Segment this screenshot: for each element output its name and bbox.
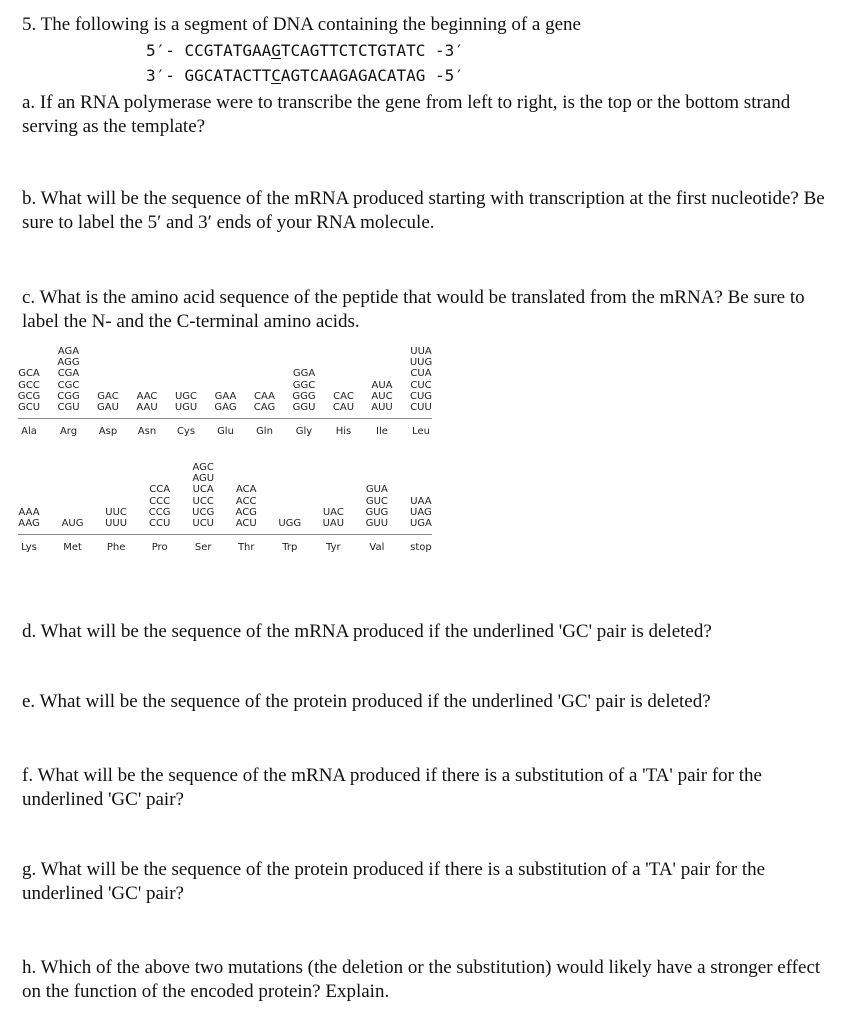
amino-acid-label: Ile	[376, 426, 388, 438]
codon: AGU	[192, 473, 215, 485]
codon-column-val	[365, 484, 388, 529]
codon: UAC	[322, 506, 344, 518]
codon: ACU	[235, 518, 257, 530]
codon-column-met	[62, 518, 84, 529]
codon-column-gln	[254, 391, 275, 413]
amino-acid-label: Gly	[295, 426, 313, 438]
codon-column-asn	[137, 391, 158, 413]
codon: GUA	[365, 484, 388, 496]
codon: GAU	[97, 402, 119, 414]
amino-acid-label: Met	[63, 542, 82, 554]
codon-table-2-rule	[18, 534, 432, 535]
amino-acid-label: Leu	[412, 426, 430, 438]
bottom-strand-suffix: AGTCAAGAGACATAG -5′	[280, 66, 464, 85]
amino-acid-label: Ala	[21, 426, 37, 438]
codon: CCU	[148, 518, 171, 530]
codon: GGG	[292, 390, 316, 402]
codon-column-thr	[236, 484, 257, 529]
codon: AGC	[192, 462, 214, 473]
codon: GUG	[365, 506, 389, 518]
codon-column-phe	[105, 507, 127, 529]
codon: CAG	[253, 402, 276, 414]
codon: CGU	[57, 402, 80, 414]
codon: GCU	[17, 402, 41, 414]
codon: CAU	[332, 402, 355, 414]
codon: GAG	[214, 402, 237, 414]
codon-column-ala	[18, 368, 40, 413]
codon: GUC	[365, 495, 388, 507]
codon: AUG	[61, 518, 84, 530]
dna-top-strand	[146, 41, 464, 61]
codon-column-tyr	[323, 507, 344, 529]
codon: CUG	[409, 390, 433, 402]
codon-table-1-amino-acids	[18, 426, 432, 438]
codon-column-pro	[149, 484, 171, 529]
codon: UUG	[409, 357, 433, 369]
top-strand-underlined-base: G	[271, 41, 281, 60]
amino-acid-label: Glu	[217, 426, 234, 438]
codon: UAA	[410, 495, 432, 507]
codon: CGA	[57, 368, 80, 380]
amino-acid-label: Asn	[137, 426, 157, 438]
question-f: f. What will be the sequence of the mRNA produced if there is a substitution of a 'TA' pair for the underlined 'GC' pair?	[22, 765, 762, 810]
codon-column-ser	[192, 462, 214, 529]
codon-column-asp	[97, 391, 119, 413]
codon: AUC	[371, 390, 393, 402]
codon-column-arg	[58, 346, 80, 413]
bottom-strand-underlined-base: C	[271, 66, 281, 85]
codon: CCG	[148, 506, 171, 518]
codon: AUU	[371, 402, 393, 414]
codon: CUC	[410, 379, 432, 391]
codon: CAC	[333, 390, 354, 402]
codon: CCC	[149, 495, 171, 507]
codon: AAU	[136, 402, 158, 414]
question-d: d. What will be the sequence of the mRNA produced if the underlined 'GC' pair is deleted?	[22, 621, 712, 642]
top-strand-suffix: TCAGTTCTCTGTATC -3′	[280, 41, 464, 60]
codon-column-cys	[175, 391, 197, 413]
codon-column-lys	[18, 507, 40, 529]
codon: AGG	[57, 357, 80, 369]
top-strand-prefix: 5′- CCGTATGAA	[146, 41, 272, 60]
codon: CUU	[410, 402, 432, 414]
codon: CGC	[57, 379, 80, 391]
codon: GAA	[214, 390, 237, 402]
codon-table-2	[18, 462, 432, 554]
codon: AAA	[18, 506, 40, 518]
codon-column-his	[333, 391, 354, 413]
amino-acid-label: His	[335, 426, 352, 438]
codon: CGG	[57, 390, 80, 402]
question-h: h. Which of the above two mutations (the deletion or the substitution) would likely have a stronger effect on the function of the encoded protein? Explain.	[22, 957, 821, 1002]
codon: UCU	[192, 518, 214, 530]
codon-table-2-codons	[18, 462, 432, 529]
codon-table-1-rule	[18, 418, 432, 419]
codon: GCC	[18, 379, 40, 391]
codon-table-2-amino-acids	[18, 542, 432, 554]
dna-bottom-strand	[146, 66, 464, 86]
amino-acid-label: Asp	[98, 426, 118, 438]
codon: AAG	[18, 518, 40, 530]
question-g: g. What will be the sequence of the protein produced if there is a substitution of a 'TA' pair for the underlined 'GC' pair?	[22, 859, 766, 904]
codon: UGC	[174, 390, 198, 402]
codon-column-glu	[215, 391, 237, 413]
bottom-strand-prefix: 3′- GGCATACTT	[146, 66, 272, 85]
amino-acid-label: Trp	[282, 542, 298, 554]
codon-table-1	[18, 346, 432, 438]
codon-column-gly	[293, 368, 316, 413]
codon: UAU	[322, 518, 345, 530]
amino-acid-label: stop	[410, 542, 432, 554]
codon: UCG	[192, 506, 215, 518]
question-b: b. What will be the sequence of the mRNA produced starting with transcription at the first nucleotide? Be sure to label the 5′ and 3′ ends of your RNA molecule.	[22, 188, 825, 233]
amino-acid-label: Phe	[106, 542, 126, 554]
question-a: a. If an RNA polymerase were to transcribe the gene from left to right, is the top or the bottom strand serving as the template?	[22, 92, 791, 137]
codon: GAC	[97, 390, 119, 402]
codon: CUA	[410, 368, 432, 380]
codon-column-stop	[410, 496, 432, 530]
codon: UUU	[105, 518, 128, 530]
codon: AUA	[371, 379, 393, 391]
question-c: c. What is the amino acid sequence of the peptide that would be translated from the mRNA? Be sure to label the N- and the C-terminal amino acids.	[22, 287, 805, 332]
codon: UAG	[410, 506, 432, 518]
codon: UUC	[105, 506, 127, 518]
codon-table-1-codons	[18, 346, 432, 413]
codon: ACA	[235, 484, 257, 496]
amino-acid-label: Arg	[59, 426, 78, 438]
amino-acid-label: Pro	[151, 542, 168, 554]
question-5-intro: 5. The following is a segment of DNA containing the beginning of a gene	[22, 14, 581, 35]
codon-column-leu	[410, 346, 432, 413]
amino-acid-label: Lys	[21, 542, 37, 554]
codon: AGA	[57, 346, 80, 357]
amino-acid-label: Ser	[194, 542, 212, 554]
codon-column-trp	[278, 518, 301, 529]
codon: UGA	[409, 518, 432, 530]
codon: GGC	[292, 379, 316, 391]
codon: CCA	[149, 484, 171, 496]
codon: ACG	[235, 506, 257, 518]
codon: UGG	[278, 518, 302, 530]
codon: AAC	[136, 390, 158, 402]
amino-acid-label: Gln	[256, 426, 273, 438]
amino-acid-label: Cys	[176, 426, 196, 438]
question-e: e. What will be the sequence of the protein produced if the underlined 'GC' pair is deleted?	[22, 691, 711, 712]
codon: GGU	[292, 402, 316, 414]
codon: UCC	[192, 495, 214, 507]
amino-acid-label: Val	[369, 542, 385, 554]
codon-column-ile	[372, 380, 393, 414]
codon: CAA	[254, 390, 275, 402]
codon: GUU	[365, 518, 389, 530]
codon: UUA	[410, 346, 432, 357]
codon: GGA	[292, 368, 316, 380]
amino-acid-label: Thr	[237, 542, 255, 554]
codon: ACC	[235, 495, 257, 507]
codon: UCA	[192, 484, 214, 496]
codon: GCA	[18, 368, 40, 380]
amino-acid-label: Tyr	[326, 542, 341, 554]
codon: UGU	[174, 402, 198, 414]
codon: GCG	[17, 390, 41, 402]
